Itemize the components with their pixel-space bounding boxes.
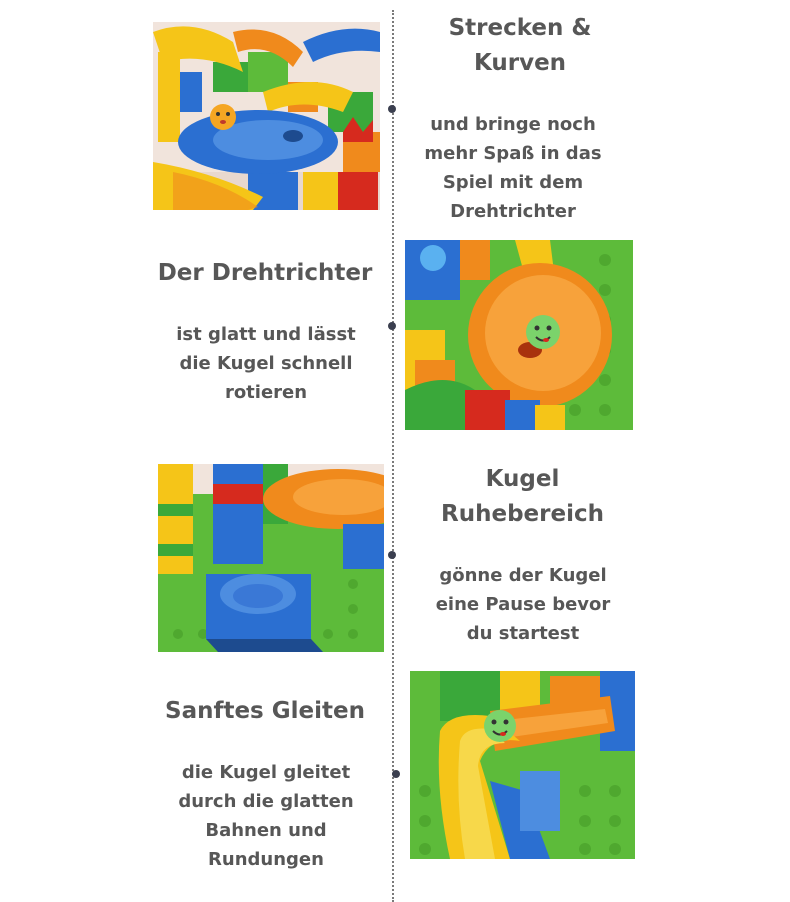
section-4-description: die Kugel gleitet durch die glatten Bahnen und Rundungen xyxy=(178,762,354,870)
section-2-title: Der Drehtrichter xyxy=(157,260,373,286)
marble-run-funnel-photo xyxy=(405,240,633,430)
timeline-dot-1 xyxy=(388,105,396,113)
timeline-dot-2 xyxy=(388,322,396,330)
section-2-description: ist glatt und lässt die Kugel schnell rotieren xyxy=(176,324,356,403)
marble-run-slide-photo xyxy=(410,671,635,859)
marble-run-tracks-curves-photo xyxy=(153,22,380,210)
timeline-dot-4 xyxy=(392,770,400,778)
section-3-description: gönne der Kugel eine Pause bevor du startest xyxy=(435,565,611,644)
timeline-dot-3 xyxy=(388,551,396,559)
section-4-title: Sanftes Gleiten xyxy=(165,698,365,724)
timeline-line xyxy=(392,10,394,902)
section-1-title: Strecken & Kurven xyxy=(448,15,592,76)
marble-run-rest-area-photo xyxy=(158,464,384,652)
section-3-title: Kugel Ruhebereich xyxy=(441,466,604,527)
section-1-description: und bringe noch mehr Spaß in das Spiel mit dem Drehtrichter xyxy=(424,114,602,222)
